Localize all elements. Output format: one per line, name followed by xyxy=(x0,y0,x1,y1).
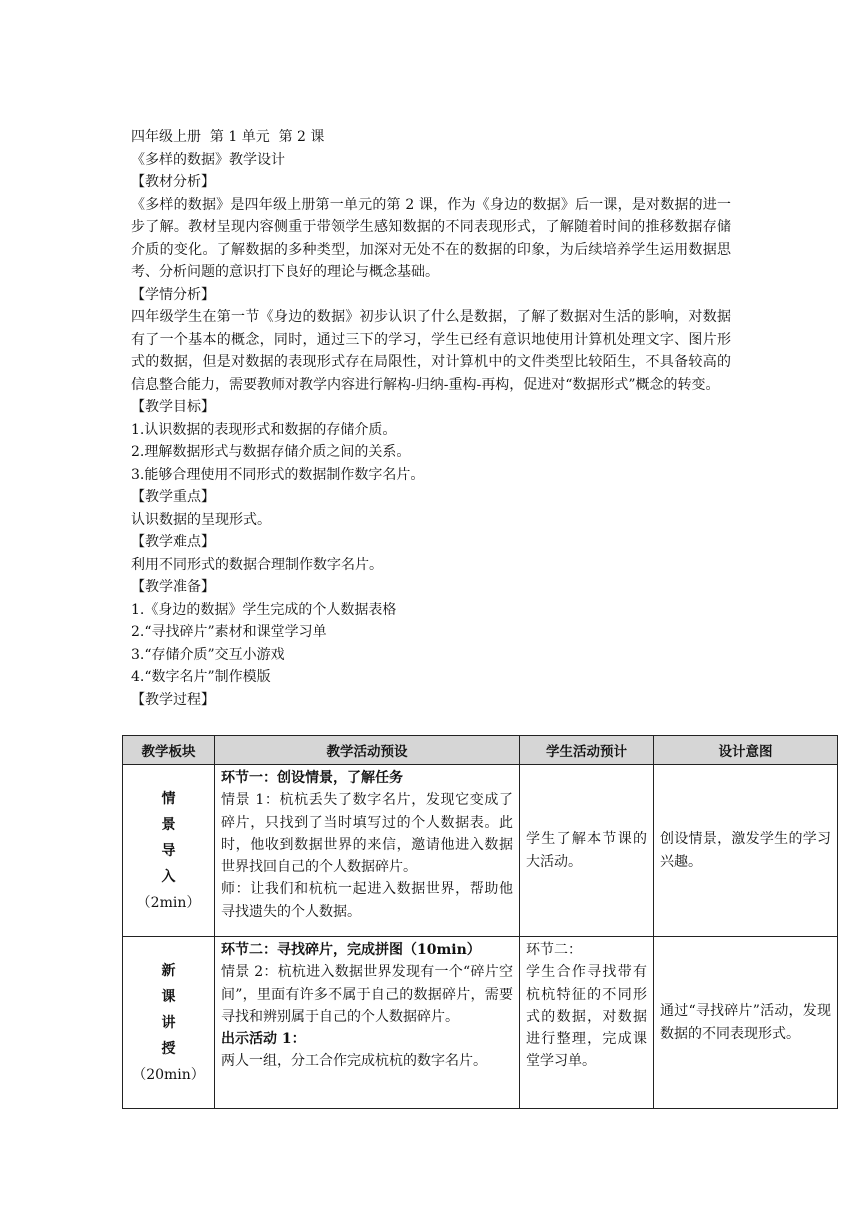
goals-heading: 【教学目标】 xyxy=(131,399,215,415)
document-body xyxy=(131,126,731,711)
activity-text: 情景 1：杭杭丢失了数字名片，发现它变成了碎片，只找到了当时填写过的个人数据表。此时，他收到数据世界的来信，邀请他进入数据世界找回自己的个人数据碎片。 xyxy=(221,792,513,876)
document-title: 《多样的数据》教学设计 xyxy=(131,151,285,168)
activity-title: 环节一：创设情景，了解任务 xyxy=(221,770,403,786)
intent-cell: 创设情景，激发学生的学习兴趣。 xyxy=(654,765,838,937)
key-text: 认识数据的呈现形式。 xyxy=(131,511,271,528)
goal-item: 2.理解数据形式与数据存储介质之间的关系。 xyxy=(131,444,411,460)
difficulty-text: 利用不同形式的数据合理制作数字名片。 xyxy=(131,556,383,573)
activity-cell xyxy=(215,765,520,937)
activity-title: 环节二：寻找碎片，完成拼图（10min） xyxy=(221,942,481,958)
prep-item: 1.《身边的数据》学生完成的个人数据表格 xyxy=(131,601,397,618)
course-info: 四年级上册 第 1 单元 第 2 课 xyxy=(131,129,325,145)
activity-text: 师：让我们和杭杭一起进入数据世界，帮助他寻找遗失的个人数据。 xyxy=(221,881,513,920)
column-header: 教学活动预设 xyxy=(215,736,520,765)
prep-item: 2.“寻找碎片”素材和课堂学习单 xyxy=(131,624,327,640)
prep-item: 4.“数字名片”制作模版 xyxy=(131,669,271,685)
student-heading: 【学情分析】 xyxy=(131,286,215,303)
column-header: 教学板块 xyxy=(123,736,215,765)
material-text: 《多样的数据》是四年级上册第一单元的第 2 课，作为《身边的数据》后一课，是对数据的进一步了解。教材呈现内容侧重于带领学生感知数据的不同表现形式，了解随着时间的推移数据存储介质的变化。了解数据的多种类型，加深对无处不在的数据的印象，为后续培养学生运用数据思考、分析问题的意识打下良好的理论与概念基础。 xyxy=(131,196,731,280)
key-heading: 【教学重点】 xyxy=(131,489,215,505)
goal-item: 3.能够合理使用不同形式的数据制作数字名片。 xyxy=(131,466,425,483)
table-row xyxy=(123,765,838,937)
student-text: 学生合作寻找带有杭杭特征的不同形式的数据，对数据进行整理，完成课堂学习单。 xyxy=(526,964,647,1070)
process-heading: 【教学过程】 xyxy=(131,691,215,708)
table-row xyxy=(123,937,838,1109)
activity-cell xyxy=(215,937,520,1109)
activity-text: 情景 2：杭杭进入数据世界发现有一个“碎片空间”，里面有许多不属于自己的数据碎片，需要寻找和辨别属于自己的个人数据碎片。 xyxy=(221,964,513,1025)
column-header: 设计意图 xyxy=(654,736,838,765)
student-text: 四年级学生在第一节《身边的数据》初步认识了什么是数据，了解了数据对生活的影响，对数据有了一个基本的概念，同时，通过三下的学习，学生已经有意识地使用计算机处理文字、图片形式的数据，但是对数据的表现形式存在局限性，对计算机中的文件类型比较陌生，不具备较高的信息整合能力，需要教师对教学内容进行解构-归纳-重构-再构，促进对“数据形式”概念的转变。 xyxy=(131,309,731,393)
intent-cell: 通过“寻找碎片”活动，发现数据的不同表现形式。 xyxy=(654,937,838,1109)
student-cell xyxy=(520,937,654,1109)
student-cell: 学生了解本节课的大活动。 xyxy=(520,765,654,937)
section-cell: 新 课 讲 授 （20min） xyxy=(123,937,215,1109)
activity-subtitle: 出示活动 1： xyxy=(221,1031,306,1048)
prep-heading: 【教学准备】 xyxy=(131,579,215,595)
section-cell: 情 景 导 入 （2min） xyxy=(123,765,215,937)
activity-text: 两人一组，分工合作完成杭杭的数字名片。 xyxy=(221,1053,487,1070)
process-table xyxy=(122,735,838,1109)
table-header-row xyxy=(123,736,838,765)
column-header: 学生活动预计 xyxy=(520,736,654,765)
student-title: 环节二： xyxy=(526,942,582,958)
difficulty-heading: 【教学难点】 xyxy=(131,534,215,550)
goal-item: 1.认识数据的表现形式和数据的存储介质。 xyxy=(131,421,397,438)
material-heading: 【教材分析】 xyxy=(131,174,215,190)
prep-item: 3.“存储介质”交互小游戏 xyxy=(131,646,285,663)
